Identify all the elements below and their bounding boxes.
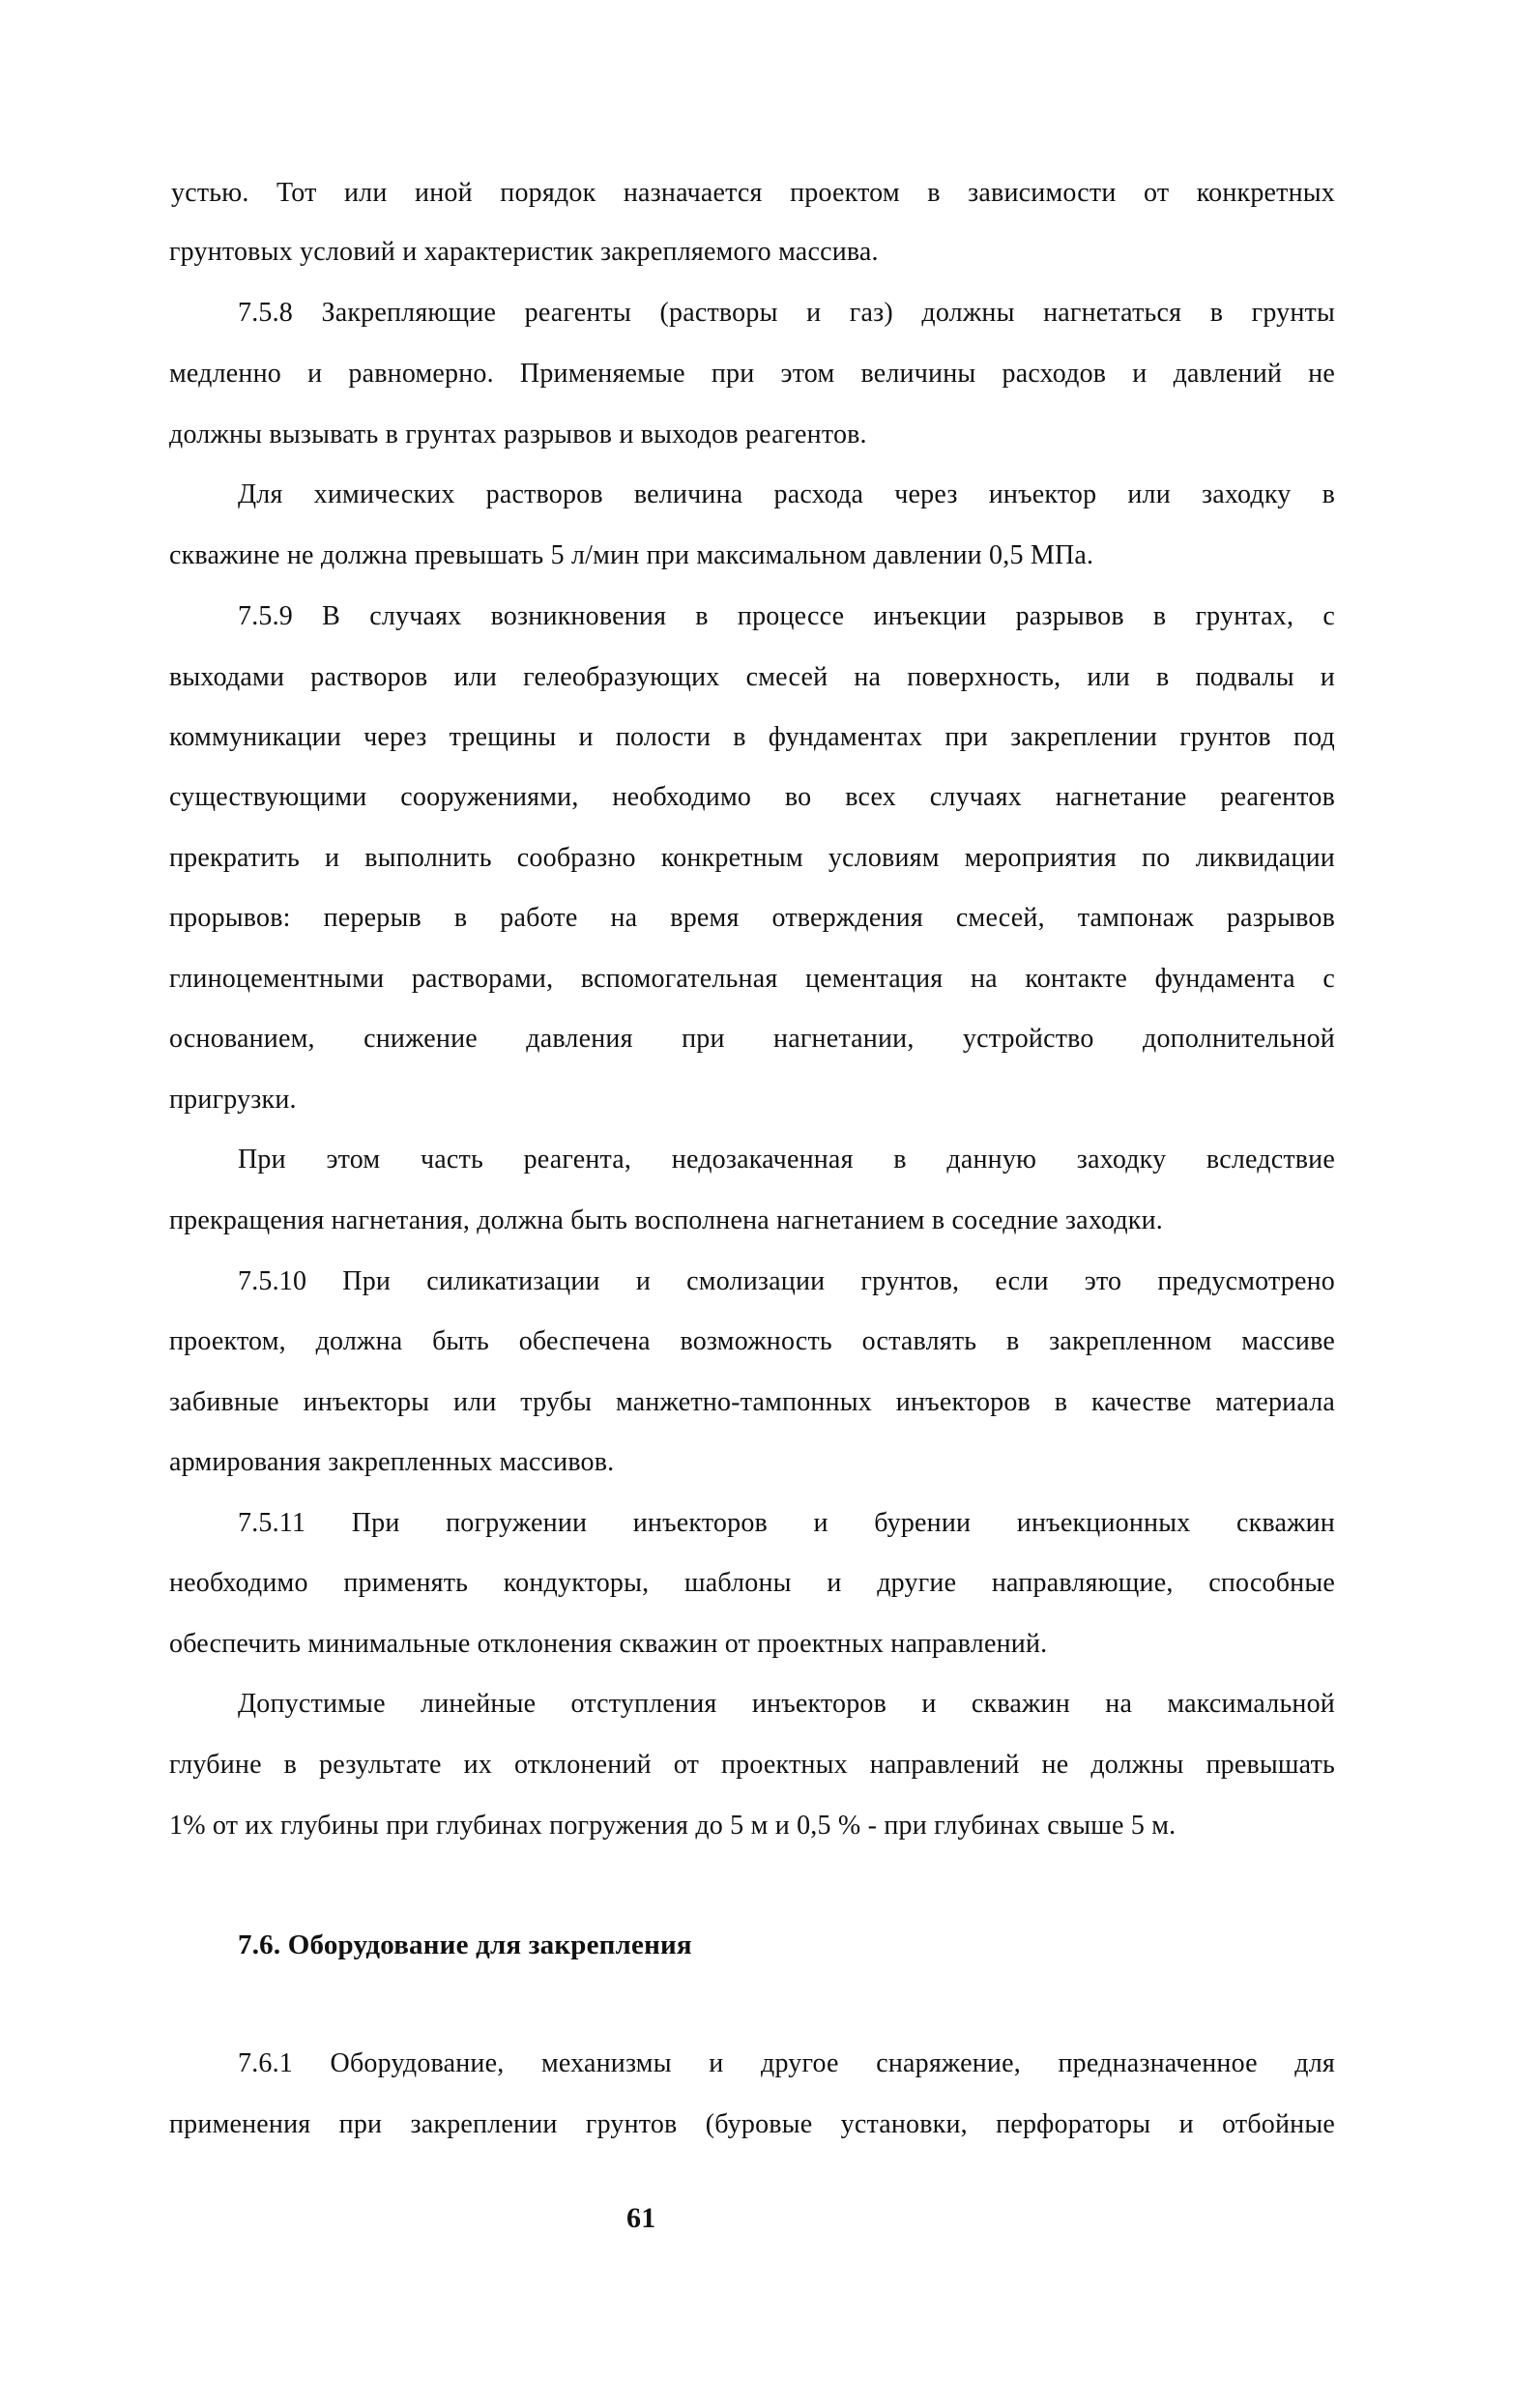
text-line: грунтовых условий и характеристик закрепляемого массива. (169, 237, 879, 267)
text-line: обеспечить минимальные отклонения скважин от проектных направлений. (169, 1629, 1048, 1659)
text-line: прекратить и выполнить сообразно конкретным условиям мероприятия по ликвидации (169, 843, 1335, 873)
text-line: глиноцементными растворами, вспомогательная цементация на контакте фундамента с (169, 964, 1335, 994)
paragraph-7-6-1: 7.6.1 Оборудование, механизмы и другое снаряжение, предназначенное для (238, 2048, 1335, 2078)
page-number: 61 (626, 2202, 656, 2234)
text-line: применения при закреплении грунтов (буровые установки, перфораторы и отбойные (169, 2109, 1335, 2139)
text-line: существующими сооружениями, необходимо во всех случаях нагнетание реагентов (169, 782, 1335, 812)
text-line: устью. Тот или иной порядок назначается проектом в зависимости от конкретных (171, 178, 1335, 208)
paragraph-7-5-11: 7.5.11 При погружении инъекторов и бурении инъекционных скважин (238, 1508, 1335, 1538)
text-line: Допустимые линейные отступления инъекторов и скважин на максимальной (238, 1689, 1335, 1719)
paragraph-7-5-10: 7.5.10 При силикатизации и смолизации грунтов, если это предусмотрено (238, 1266, 1335, 1296)
text-line: прекращения нагнетания, должна быть восполнена нагнетанием в соседние заходки. (169, 1205, 1163, 1235)
paragraph-7-5-9: 7.5.9 В случаях возникновения в процессе инъекции разрывов в грунтах, с (238, 601, 1335, 631)
text-line: скважине не должна превышать 5 л/мин при максимальном давлении 0,5 МПа. (169, 540, 1094, 570)
text-line: медленно и равномерно. Применяемые при этом величины расходов и давлений не (169, 359, 1335, 389)
text-line: выходами растворов или гелеобразующих смесей на поверхность, или в подвалы и (169, 662, 1335, 692)
text-line: 1% от их глубины при глубинах погружения до 5 м и 0,5 % - при глубинах свыше 5 м. (169, 1811, 1177, 1841)
text-line: необходимо применять кондукторы, шаблоны и другие направляющие, способные (169, 1568, 1335, 1598)
section-heading: 7.6. Оборудование для закрепления (238, 1929, 692, 1960)
text-line: основанием, снижение давления при нагнетании, устройство дополнительной (169, 1024, 1335, 1054)
text-line: проектом, должна быть обеспечена возможность оставлять в закрепленном массиве (169, 1326, 1335, 1356)
text-line: При этом часть реагента, недозакаченная в данную заходку вследствие (238, 1145, 1335, 1175)
text-line: Для химических растворов величина расхода через инъектор или заходку в (238, 479, 1335, 509)
text-line: забивные инъекторы или трубы манжетно-тампонных инъекторов в качестве материала (169, 1387, 1335, 1417)
text-line: глубине в результате их отклонений от проектных направлений не должны превышать (169, 1750, 1335, 1780)
text-line: должны вызывать в грунтах разрывов и выходов реагентов. (169, 420, 867, 450)
text-line: пригрузки. (169, 1085, 297, 1115)
text-line: коммуникации через трещины и полости в фундаментах при закреплении грунтов под (169, 722, 1335, 752)
text-line: прорывов: перерыв в работе на время отверждения смесей, тампонаж разрывов (169, 903, 1335, 933)
paragraph-7-5-8: 7.5.8 Закрепляющие реагенты (растворы и газ) должны нагнетаться в грунты (238, 298, 1335, 328)
text-line: армирования закрепленных массивов. (169, 1447, 615, 1477)
